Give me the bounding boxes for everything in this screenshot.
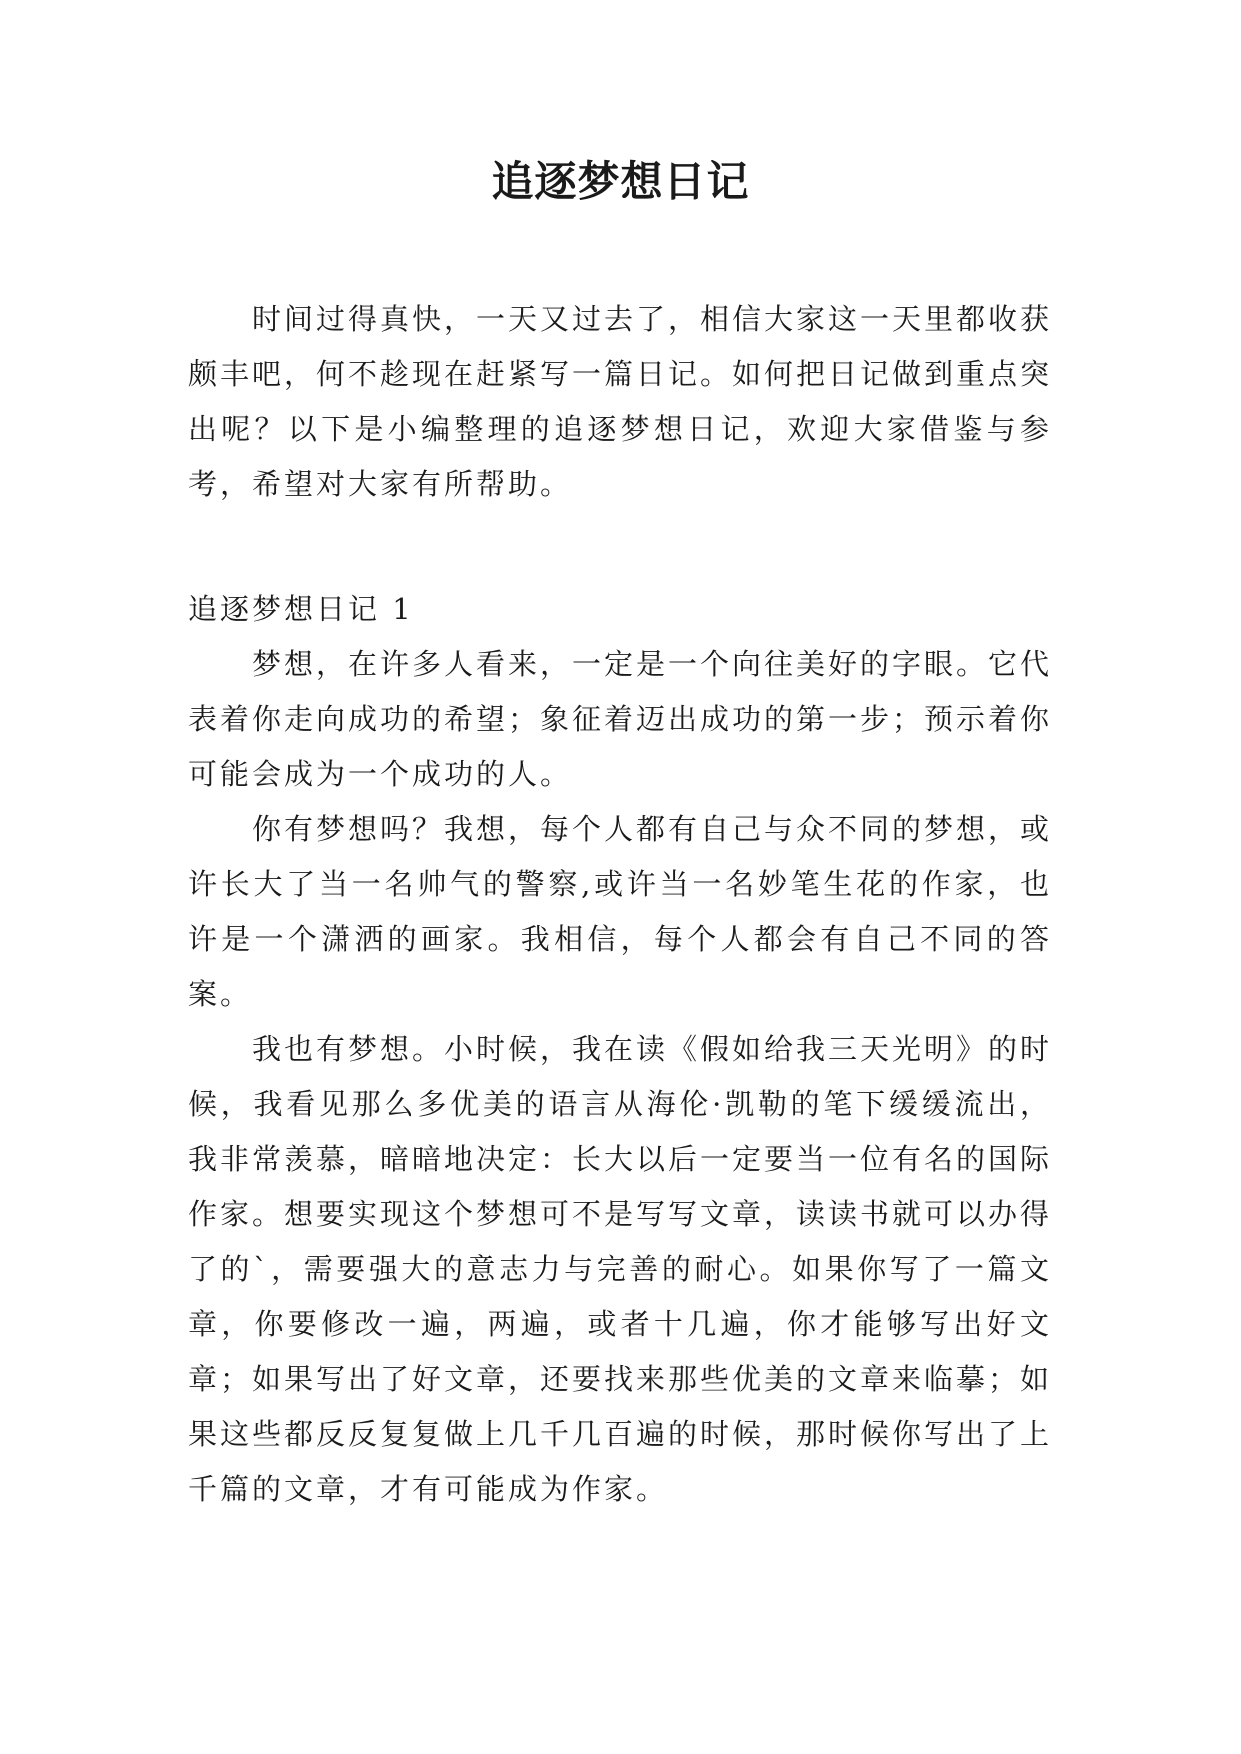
body-paragraph: 你有梦想吗？我想，每个人都有自己与众不同的梦想，或许长大了当一名帅气的警察,或许当一名妙笔生花的作家，也许是一个潇洒的画家。我相信，每个人都会有自己不同的答案。: [188, 812, 1053, 1011]
document-title: 追逐梦想日记: [491, 157, 750, 206]
intro-paragraph: 时间过得真快，一天又过去了，相信大家这一天里都收获颇丰吧，何不趁现在赶紧写一篇日记。如何把日记做到重点突出呢？以下是小编整理的追逐梦想日记，欢迎大家借鉴与参考，希望对大家有所帮助。: [188, 302, 1053, 501]
body-paragraph: 梦想，在许多人看来，一定是一个向往美好的字眼。它代表着你走向成功的希望；象征着迈出成功的第一步；预示着你可能会成为一个成功的人。: [188, 647, 1053, 791]
intro-block: [188, 292, 1052, 512]
body-paragraph: 我也有梦想。小时候，我在读《假如给我三天光明》的时候，我看见那么多优美的语言从海伦·凯勒的笔下缓缓流出，我非常羡慕，暗暗地决定：长大以后一定要当一位有名的国际作家。想要实现这个梦想可不是写写文章，读读书就可以办得了的`，需要强大的意志力与完善的耐心。如果你写了一篇文章，你要修改一遍，两遍，或者十几遍，你才能够写出好文章；如果写出了好文章，还要找来那些优美的文章来临摹；如果这些都反反复复做上几千几百遍的时候，那时候你写出了上千篇的文章，才有可能成为作家。: [188, 1032, 1053, 1506]
diary-section: [188, 582, 1052, 1517]
section-heading: 追逐梦想日记 1: [188, 592, 414, 626]
